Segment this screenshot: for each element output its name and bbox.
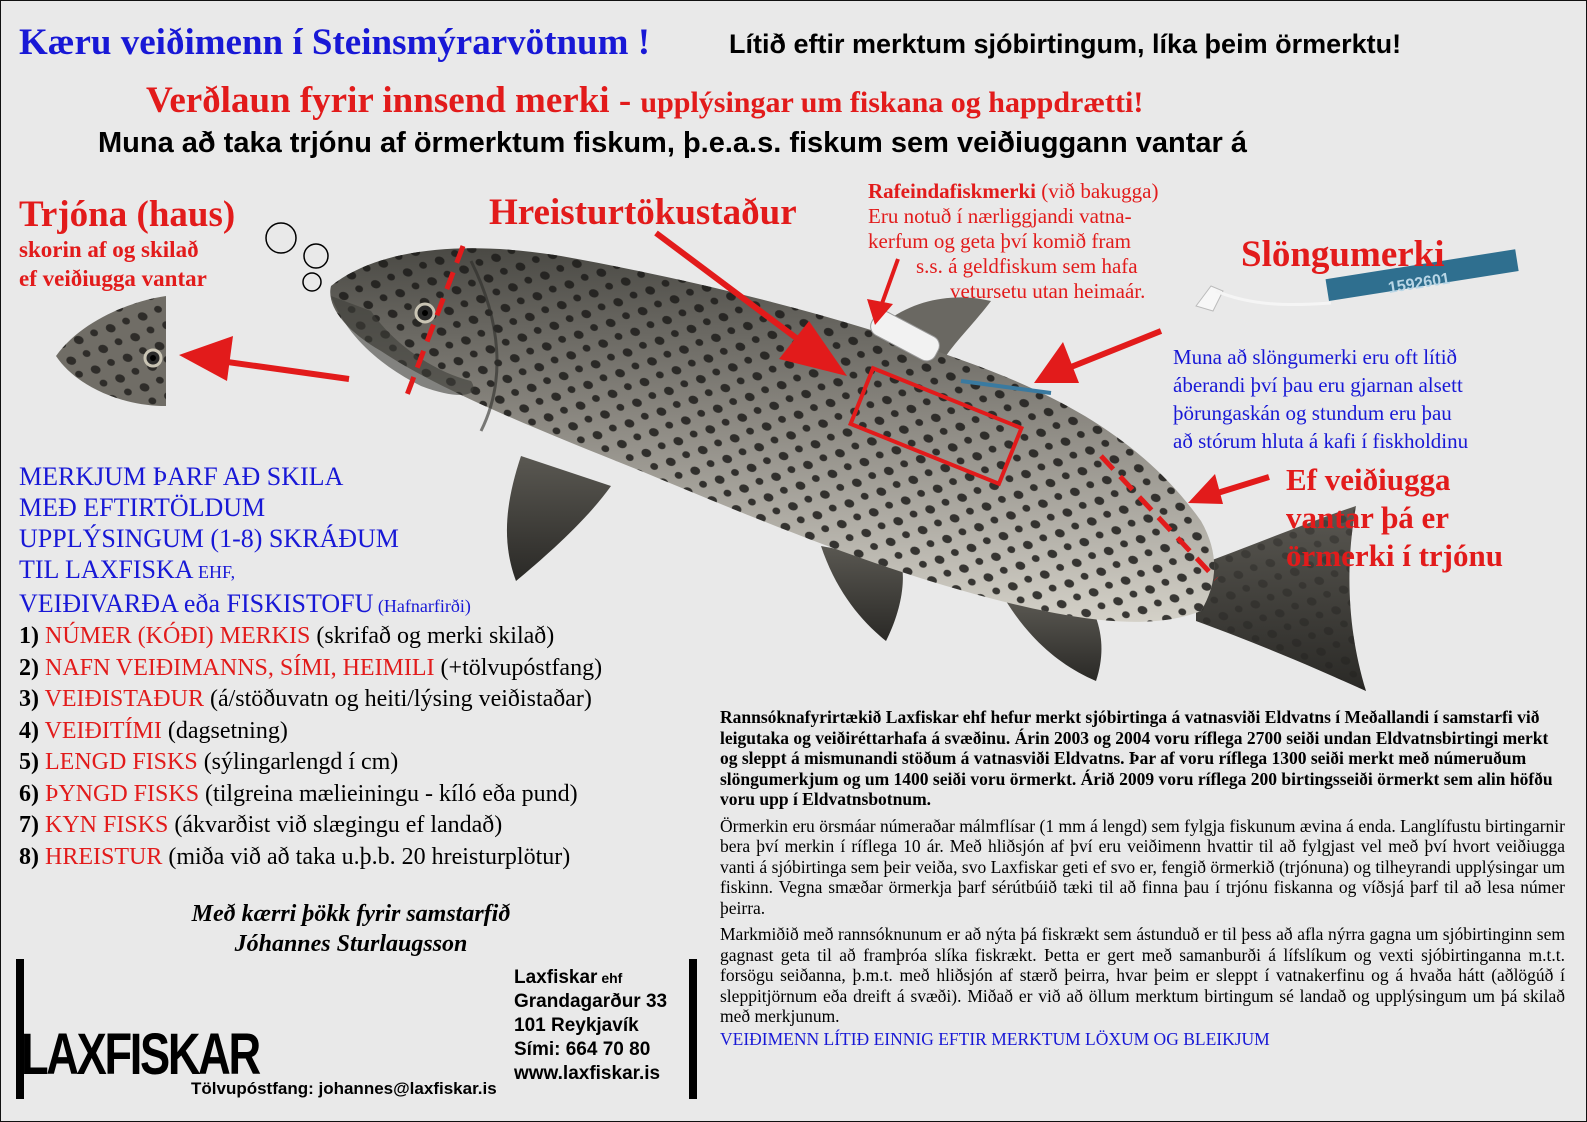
arrow-icon xyxy=(1034,331,1161,383)
adipose-fin-line: Ef veiðiugga xyxy=(1286,462,1451,497)
adipose-fin-line: vantar þá er xyxy=(1286,500,1450,535)
list-item xyxy=(19,842,602,874)
electronic-tag-desc: Eru notuð í nærliggjandi vatna- xyxy=(868,204,1132,228)
snout-label: Trjóna (haus) xyxy=(19,194,236,235)
snout-description xyxy=(19,235,207,293)
list-item xyxy=(19,810,602,842)
arrow-icon xyxy=(179,336,349,381)
thanks-line: Með kærri þökk fyrir samstarfið xyxy=(191,901,511,927)
cut-snout xyxy=(56,296,166,406)
tube-tag-description xyxy=(1173,343,1468,455)
electronic-tag-desc: vetursetu utan heimaár. xyxy=(950,279,1146,303)
item-note: (+tölvupóstfang) xyxy=(434,654,603,681)
heading-text-small: EHF, xyxy=(193,562,236,582)
adipose-fin-line: örmerki í trjónu xyxy=(1286,538,1503,573)
street-address: Grandagarður 33 xyxy=(514,991,668,1012)
pectoral-fin xyxy=(507,456,611,581)
item-number: 5) xyxy=(19,749,39,775)
company-name xyxy=(514,966,667,990)
tube-tag-number: 1592601 xyxy=(1386,270,1452,297)
item-key: NÚMER (KÓÐI) MERKIS xyxy=(39,623,311,649)
research-closing-note: VEIÐIMENN LÍTIÐ EINNIG EFTIR MERKTUM LÖXUM OG BLEIKJUM xyxy=(720,1028,1270,1049)
reward-sub: upplýsingar um fiskana og happdrætti! xyxy=(640,86,1144,119)
logo-bar xyxy=(689,959,697,1099)
item-number: 8) xyxy=(19,843,39,870)
item-number: 7) xyxy=(19,812,39,838)
item-note: (á/stöðuvatn og heiti/lýsing veiðistaðar) xyxy=(203,686,592,712)
item-number: 6) xyxy=(19,780,39,807)
electronic-tag-title: Rafeindafiskmerki xyxy=(868,179,1036,203)
item-note: (sýlingarlengd í cm) xyxy=(197,749,399,775)
contact-block xyxy=(514,966,667,1086)
heading-line: MERKJUM ÞARF AÐ SKILA xyxy=(19,462,344,491)
research-text xyxy=(720,707,1565,1049)
item-note: (miða við að taka u.þ.b. 20 hreisturplötur) xyxy=(162,843,571,870)
company-suffix: ehf xyxy=(597,970,623,986)
heading-line: MEÐ EFTIRTÖLDUM xyxy=(19,493,266,522)
company-text: Laxfiskar xyxy=(514,967,598,988)
remember-notice: Muna að taka trjónu af örmerktum fiskum, þ.e.a.s. fiskum sem veiðiuggann vantar á xyxy=(98,127,1248,159)
research-paragraph: Markmiðið með rannsóknunum er að nýta þá fiskrækt sem ástunduð er til þess að afla nýrra gagna um sjóbirtinginn sem gagnast geta til að framþróa slíka fiskrækt. Þetta er gert með samanburði á lífslíkum og vexti sjóbirtinganna m.t.t. forsögu seiðanna, þ.m.t. með hliðsjón af stærð þeirra, hvar þeim er sleppt í vatnakerfinu og á hvaða hátt (aðlögúð í sleppitjörnum eða dreift á svæði). Miðað er við að öllum merktum birtingum sé landað og upplýsingum um þá skilað með merkjunum. xyxy=(720,924,1565,1026)
tube-tag-label: Slöngumerki xyxy=(1241,234,1445,275)
list-item xyxy=(19,621,602,653)
list-item xyxy=(19,747,602,779)
snout-description-line: skorin af og skilað xyxy=(19,237,199,262)
heading-line: UPPLÝSINGUM (1-8) SKRÁÐUM xyxy=(19,524,399,553)
electronic-tag-paren: (við bakugga) xyxy=(1036,179,1159,203)
item-note: (skrifað og merki skilað) xyxy=(310,623,555,649)
list-item xyxy=(19,779,602,811)
tube-tag-desc-line: að stórum hluta á kafi í fiskholdinu xyxy=(1173,429,1469,453)
list-item xyxy=(19,684,602,716)
item-note: (tilgreina mælieiningu - kíló eða pund) xyxy=(199,780,578,807)
thought-bubble-icon xyxy=(266,223,328,291)
electronic-tag-label xyxy=(868,179,1158,304)
research-paragraph: Rannsóknafyrirtækið Laxfiskar ehf hefur merkt sjóbirtinga á vatnasviði Eldvatns í Meðallandi í samstarfi við leigutaka og veiðiréttarhafa á svæðinu. Árin 2003 og 2004 voru ríflega 2700 seiði undan Eldvatnsbirtingi merkt og sleppt á mismunandi stöðum á vatnasviði Eldvatns. Þar af voru ríflega 1300 seiði merkt með númeruðum slöngumerkjum og um 1400 seiði voru örmerkt. Árið 2009 voru ríflega 200 birtingsseiði örmerkt sem alin höfðu voru upp í Eldvatnsbotnum. xyxy=(720,707,1553,809)
arrow-icon xyxy=(1188,474,1269,504)
return-info-list xyxy=(19,621,602,873)
heading-line xyxy=(19,588,471,622)
item-note: (dagsetning) xyxy=(161,717,288,744)
scale-site-label: Hreisturtökustaður xyxy=(489,192,797,233)
heading-text: TIL LAXFISKA xyxy=(19,555,194,584)
reward-main: Verðlaun fyrir innsend merki - xyxy=(146,80,641,121)
item-key: KYN FISKS xyxy=(39,812,169,838)
phone-number: Sími: 664 70 80 xyxy=(514,1039,651,1060)
item-key: LENGD FISKS xyxy=(39,749,198,775)
tube-tag-desc-line: þörungaskán og stundum eru þau xyxy=(1173,401,1452,425)
website-link[interactable]: www.laxfiskar.is xyxy=(514,1063,661,1084)
item-key: HREISTUR xyxy=(39,843,163,870)
item-key: NAFN VEIÐIMANNS, SÍMI, HEIMILI xyxy=(39,654,435,681)
thanks-signature xyxy=(1,899,701,959)
item-key: VEIÐITÍMI xyxy=(39,717,162,744)
item-note: (ákvarðist við slægingu ef landað) xyxy=(168,812,503,838)
page-title: Kæru veiðimenn í Steinsmýrarvötnum ! xyxy=(19,22,651,63)
item-number: 2) xyxy=(19,654,39,681)
list-item xyxy=(19,716,602,748)
email-address[interactable]: Tölvupóstfang: johannes@laxfiskar.is xyxy=(191,1079,497,1098)
lookout-notice: Lítið eftir merktum sjóbirtingum, líka þeim örmerktu! xyxy=(729,29,1402,59)
item-key: VEIÐISTAÐUR xyxy=(39,686,204,712)
tube-tag-desc-line: áberandi því þau eru gjarnan alsett xyxy=(1173,373,1463,397)
city-address: 101 Reykjavík xyxy=(514,1015,639,1036)
research-paragraph: Örmerkin eru örsmáar númeraðar málmflísar (1 mm á lengd) sem fylgja fiskunum ævina á enda. Langlífustu birtingarnir bera því merkin í ríflega 10 ár. Með hliðsjón af því eru veiðimenn hvattir til að fylgjast vel með því hvort veiðiugga vanti á sjóbirtinga sem þeir veiða, svo Laxfiskar geti ef svo er, fengið örmerkið (trjónuna) og tilheyrandi upplýsingar um fiskinn. Vegna smæðar örmerkja þarf sérútbúið tæki til að finna þau í trjónu fiskanna og víðsjá þarf til að lesa númer þeirra. xyxy=(720,815,1565,918)
heading-line xyxy=(19,554,471,588)
reward-notice xyxy=(146,79,1143,122)
snout-description-line: ef veiðiugga vantar xyxy=(19,266,207,291)
signature-name: Jóhannes Sturlaugsson xyxy=(234,931,468,957)
list-item xyxy=(19,653,602,685)
item-number: 1) xyxy=(19,623,39,649)
heading-text: VEIÐIVARÐA eða FISKISTOFU xyxy=(19,589,374,618)
item-key: ÞYNGD FISKS xyxy=(39,780,200,807)
tube-tag-desc-line: Muna að slöngumerki eru oft lítið xyxy=(1173,345,1458,369)
company-logo: LAXFISKAR xyxy=(21,1022,259,1087)
electronic-tag-desc: kerfum og geta því komið fram xyxy=(868,229,1132,253)
item-number: 3) xyxy=(19,686,39,712)
electronic-tag-desc: s.s. á geldfiskum sem hafa xyxy=(916,254,1138,278)
item-number: 4) xyxy=(19,717,39,744)
adipose-fin-label xyxy=(1286,461,1503,575)
return-instructions-heading xyxy=(19,461,471,622)
heading-text-small: (Hafnarfirði) xyxy=(373,596,471,616)
